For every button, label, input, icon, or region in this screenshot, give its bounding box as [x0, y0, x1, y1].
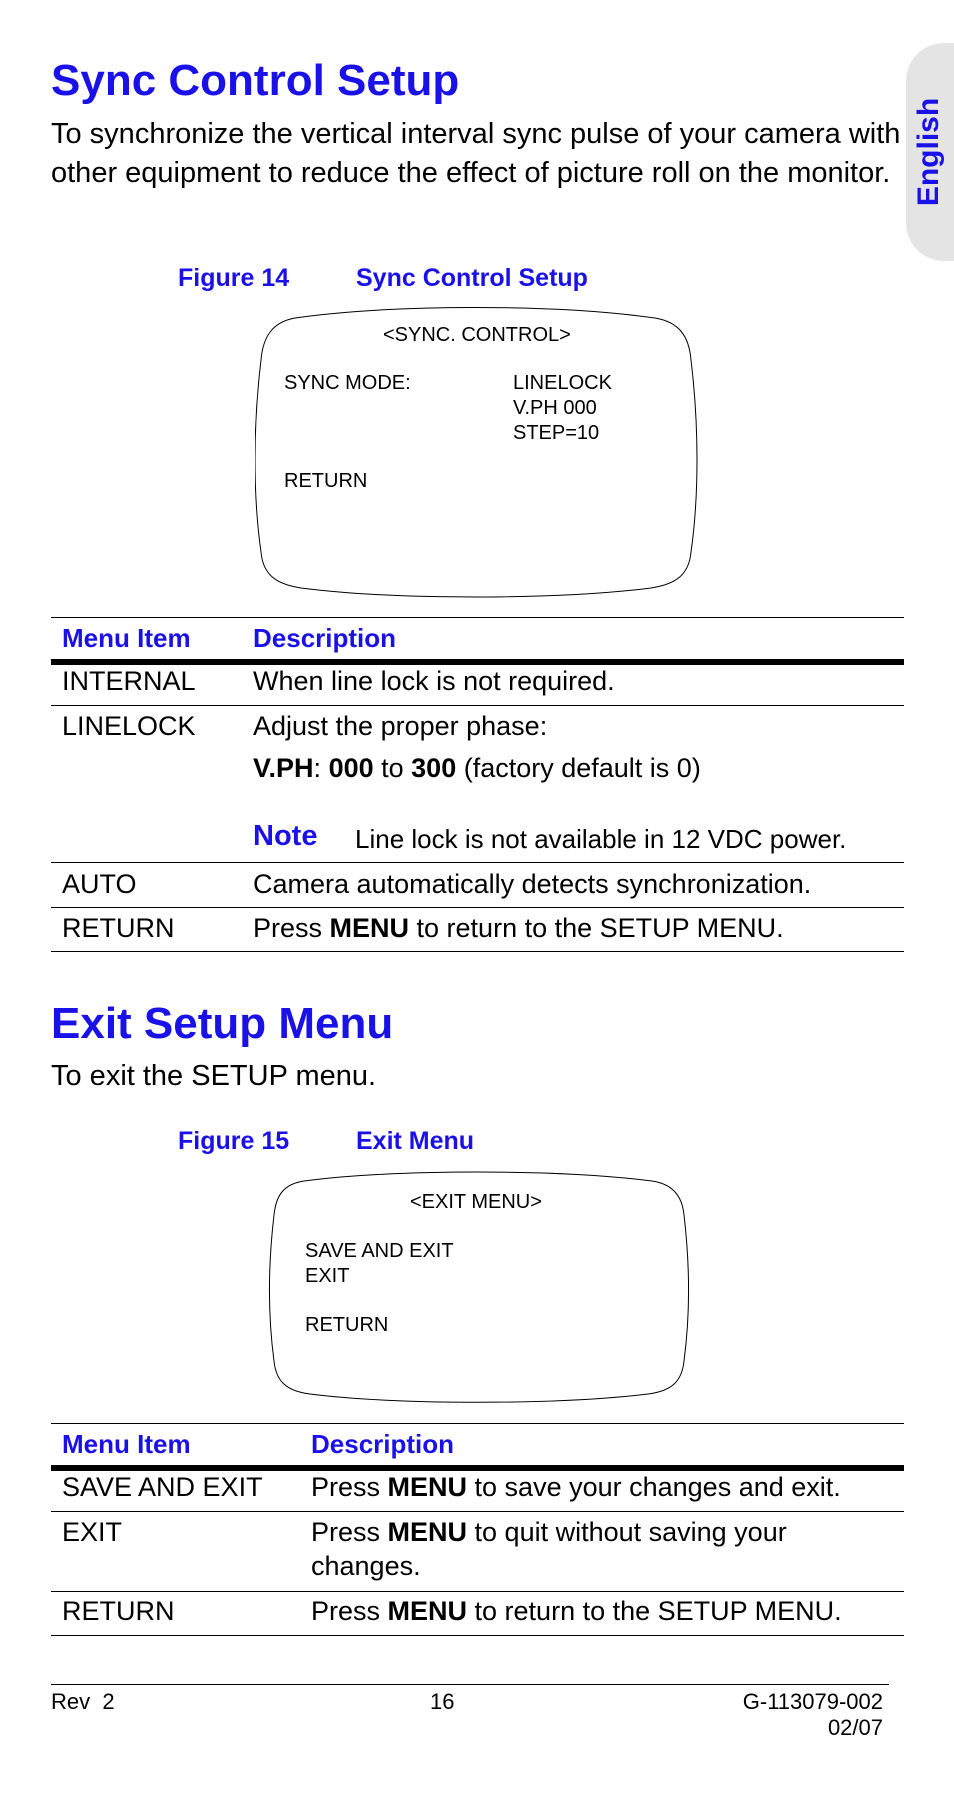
sync-section-intro: To synchronize the vertical interval sync pulse of your camera with other equipment to reduce the effect of picture roll on the monitor. — [51, 118, 901, 189]
sync-row-linelock-desc: Adjust the proper phase: — [253, 711, 548, 741]
footer-revision: Rev 2 — [51, 1689, 115, 1714]
table-bottom-rule — [51, 951, 904, 952]
menu-keyword: MENU — [387, 1472, 468, 1502]
exit-row-return-item: RETURN — [62, 1596, 175, 1626]
vph-default-note: (factory default is 0) — [456, 753, 701, 783]
desc-post: to return to the SETUP MENU. — [467, 1596, 842, 1626]
table-bottom-rule — [51, 1635, 904, 1636]
vph-sep: : — [313, 753, 329, 783]
desc-pre: Press — [311, 1596, 388, 1626]
sync-table-header-description: Description — [253, 623, 397, 653]
table-row-rule — [51, 907, 904, 908]
table-row-rule — [51, 862, 904, 863]
desc-pre: Press — [253, 913, 330, 943]
table-row-rule — [51, 705, 904, 706]
sync-osd-value-mode: LINELOCK — [513, 372, 612, 394]
vph-max: 300 — [411, 753, 457, 783]
exit-row-save-item: SAVE AND EXIT — [62, 1472, 263, 1502]
exit-section-title: Exit Setup Menu — [51, 999, 394, 1048]
exit-table-header-description: Description — [311, 1429, 455, 1459]
sync-osd-label: SYNC MODE: — [284, 372, 411, 394]
figure-15-title: Exit Menu — [356, 1127, 475, 1155]
footer-rule — [51, 1684, 889, 1685]
table-row-rule — [51, 1591, 904, 1592]
sync-row-return-desc — [253, 911, 784, 945]
vph-min: 000 — [328, 753, 374, 783]
footer-page-number: 16 — [430, 1689, 455, 1714]
table-top-rule — [51, 1423, 904, 1424]
sync-row-internal-item: INTERNAL — [62, 666, 196, 696]
sync-row-auto-desc: Camera automatically detects synchronization. — [253, 869, 812, 899]
language-tab-label: English — [912, 97, 945, 207]
menu-keyword: MENU — [387, 1517, 468, 1547]
menu-keyword: MENU — [387, 1596, 468, 1626]
exit-row-exit-item: EXIT — [62, 1517, 123, 1547]
exit-section-intro: To exit the SETUP menu. — [51, 1060, 377, 1092]
sync-row-auto-item: AUTO — [62, 869, 137, 899]
sync-osd-return: RETURN — [284, 470, 368, 492]
exit-osd-save-and-exit: SAVE AND EXIT — [305, 1240, 454, 1262]
exit-row-save-desc — [311, 1470, 841, 1504]
exit-table-header-item: Menu Item — [62, 1429, 191, 1459]
sync-section-title: Sync Control Setup — [51, 56, 460, 105]
vph-to: to — [373, 753, 412, 783]
desc-post: to return to the SETUP MENU. — [409, 913, 784, 943]
table-row-rule — [51, 1511, 904, 1512]
figure-15-number: Figure 15 — [178, 1127, 290, 1155]
footer-doc-id: G-113079-002 — [742, 1689, 883, 1714]
desc-pre: Press — [311, 1472, 388, 1502]
exit-osd-exit: EXIT — [305, 1265, 350, 1287]
footer-date: 02/07 — [827, 1715, 883, 1740]
desc-post: to quit without saving your changes. — [311, 1517, 787, 1581]
note-label: Note — [253, 820, 318, 852]
exit-row-exit-desc — [311, 1515, 871, 1583]
sync-row-return-item: RETURN — [62, 913, 175, 943]
menu-keyword: MENU — [329, 913, 410, 943]
sync-row-linelock-item: LINELOCK — [62, 711, 196, 741]
exit-osd-return: RETURN — [305, 1314, 389, 1336]
sync-row-internal-desc: When line lock is not required. — [253, 666, 615, 696]
figure-14-title: Sync Control Setup — [356, 264, 588, 292]
desc-post: to save your changes and exit. — [467, 1472, 841, 1502]
exit-osd-title: <EXIT MENU> — [410, 1191, 542, 1213]
sync-table-header-item: Menu Item — [62, 623, 191, 653]
vph-label: V.PH — [253, 753, 314, 783]
sync-row-linelock-vph-range — [253, 751, 701, 785]
figure-14-number: Figure 14 — [178, 264, 290, 292]
desc-pre: Press — [311, 1517, 388, 1547]
table-top-rule — [51, 617, 904, 618]
sync-monitor-outline — [255, 306, 701, 600]
note-text: Line lock is not available in 12 VDC power. — [355, 824, 847, 854]
exit-row-return-desc — [311, 1594, 842, 1628]
sync-osd-value-step: STEP=10 — [513, 422, 600, 444]
sync-osd-value-vph: V.PH 000 — [513, 397, 597, 419]
sync-osd-title: <SYNC. CONTROL> — [383, 324, 571, 346]
